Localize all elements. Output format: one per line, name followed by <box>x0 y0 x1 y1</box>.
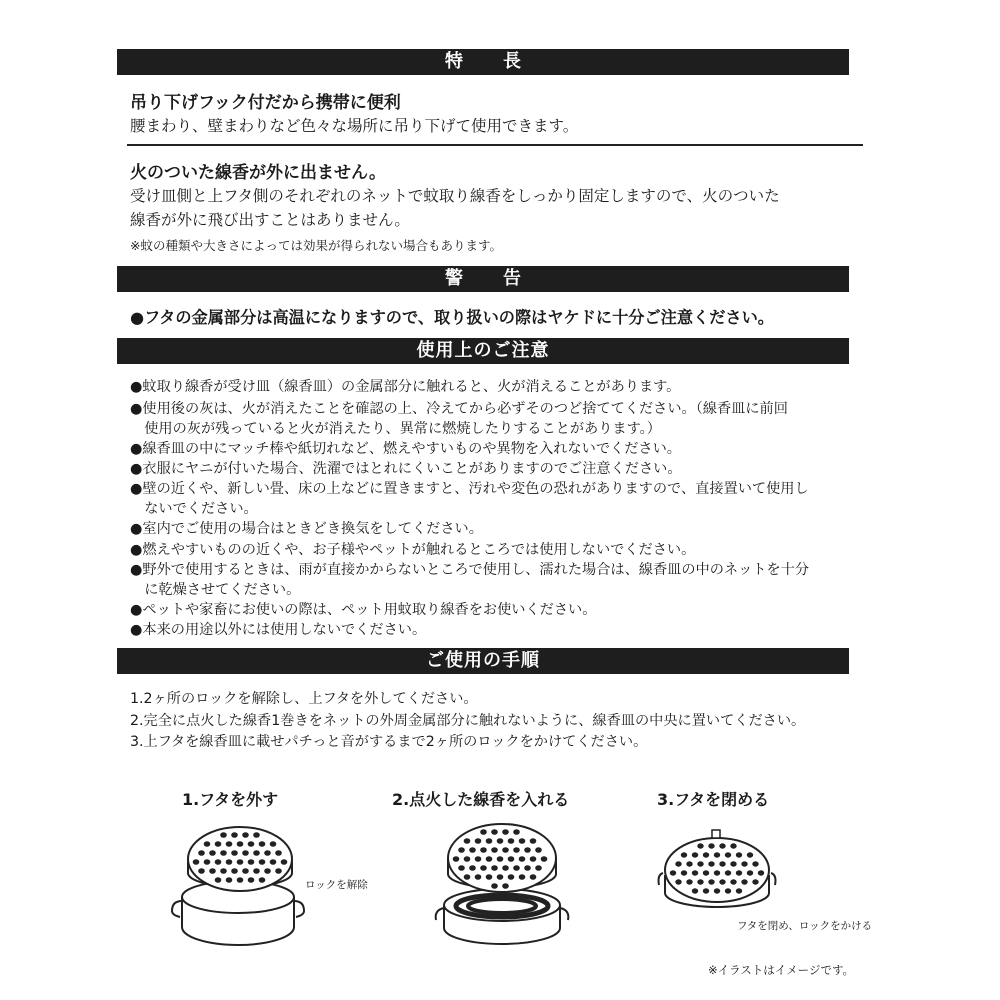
lid-hole <box>703 870 709 875</box>
lid-hole <box>692 852 698 857</box>
lid-hole <box>248 877 255 883</box>
lid-hole <box>725 870 731 875</box>
lid-hole <box>747 852 753 857</box>
lid-hole <box>670 870 676 875</box>
lid-hole <box>458 847 465 853</box>
lid-hole <box>692 870 698 875</box>
lid-hole <box>513 847 520 853</box>
lid-hole <box>231 832 238 838</box>
illustration-disclaimer: ※イラストはイメージです。 <box>708 963 855 977</box>
step-2-illustration <box>430 810 580 950</box>
lid-hole <box>513 865 520 871</box>
step-line: 2.完全に点火した線香1巻きをネットの外周金属部分に触れないように、線香皿の中央に置いてください。 <box>130 713 806 729</box>
lid-hole <box>464 856 471 862</box>
lid-hole <box>519 874 526 880</box>
lid-hole <box>675 861 681 866</box>
lid-hole <box>259 877 266 883</box>
lid-hole <box>248 859 255 865</box>
lid-hole <box>736 888 742 893</box>
lid-hole <box>535 847 542 853</box>
lid-hole <box>275 850 282 856</box>
caution-line: ●燃えやすいものの近くや、お子様やペットが触れるところでは使用しないでください。 <box>130 542 696 558</box>
lid-hole <box>703 852 709 857</box>
caution-line: ●室内でご使用の場合はときどき換気をしてください。 <box>130 521 483 537</box>
step-1-caption: 1.フタを外す <box>182 790 279 809</box>
lid-hole <box>475 874 482 880</box>
lid-hole <box>758 870 764 875</box>
lid-hole <box>464 838 471 844</box>
lid-hole <box>458 865 465 871</box>
lid-hole <box>703 888 709 893</box>
lid-hole <box>519 856 526 862</box>
lid-hole <box>275 868 282 874</box>
step-3-note: フタを閉め、ロックをかける <box>737 920 873 932</box>
caution-line: ●使用後の灰は、火が消えたことを確認の上、冷えてから必ずそのつど捨ててください。（線香皿に前回 <box>130 401 788 417</box>
lid-hole <box>508 874 515 880</box>
lid-hole <box>270 859 277 865</box>
caution-line: ●衣服にヤニが付いた場合、洗濯ではとれにくいことがありますのでご注意ください。 <box>130 461 682 477</box>
lid-hole <box>725 888 731 893</box>
lid-hole <box>747 870 753 875</box>
lid-hole <box>248 841 255 847</box>
lid-hole <box>264 868 271 874</box>
lid-hole <box>237 841 244 847</box>
lid-hole <box>259 841 266 847</box>
lid-hole <box>736 870 742 875</box>
warning-header: 警告 <box>117 266 849 292</box>
feature-2-note: ※蚊の種類や大きさによっては効果が得られない場合もあります。 <box>130 238 502 253</box>
lid-hole <box>502 883 509 889</box>
lid-hole <box>730 843 736 848</box>
lid-hole <box>697 879 703 884</box>
lid-hole <box>259 859 266 865</box>
feature-2-text-line-1: 受け皿側と上フタ側のそれぞれのネットで蚊取り線香をしっかり固定しますので、火のついた <box>130 187 780 205</box>
lid-hole <box>508 838 515 844</box>
caution-line: 使用の灰が残っていると火が消えたり、異常に燃焼したりすることがあります。） <box>130 421 661 437</box>
lid-hole <box>752 861 758 866</box>
lid-hole <box>453 856 460 862</box>
lid-hole <box>491 865 498 871</box>
lid-hole <box>264 850 271 856</box>
lid-hole <box>469 847 476 853</box>
lid-hole <box>502 829 509 835</box>
lid-hole <box>231 850 238 856</box>
lid-hole <box>530 874 537 880</box>
lid-hole <box>253 868 260 874</box>
lid-hole <box>491 829 498 835</box>
features-header: 特長 <box>117 49 849 75</box>
lid-hole <box>714 852 720 857</box>
warning-text: ●フタの金属部分は高温になりますので、取り扱いの際はヤケドに十分ご注意ください。 <box>130 308 774 327</box>
lid-hole <box>486 874 493 880</box>
lid-hole <box>475 856 482 862</box>
step-1-illustration <box>160 815 310 950</box>
caution-line: ●壁の近くや、新しい畳、床の上などに置きますと、汚れや変色の恐れがありますので、直接置いて使用し <box>130 481 809 497</box>
lid-hole <box>719 879 725 884</box>
lid-hole <box>464 874 471 880</box>
lid-hole <box>719 861 725 866</box>
lid-hole <box>469 865 476 871</box>
step-3-caption: 3.フタを閉める <box>657 790 770 809</box>
lid-hole <box>708 861 714 866</box>
lid-hole <box>681 852 687 857</box>
lid-hole <box>530 856 537 862</box>
step-2-caption: 2.点火した線香を入れる <box>392 790 570 809</box>
lid-hole <box>193 859 200 865</box>
steps-header: ご使用の手順 <box>117 648 849 674</box>
lid-hole <box>226 841 233 847</box>
lid-hole <box>697 861 703 866</box>
lid-hole <box>226 859 233 865</box>
lid-hole <box>530 838 537 844</box>
lid-hole <box>502 847 509 853</box>
caution-line: ●線香皿の中にマッチ棒や紙切れなど、燃えやすいものや異物を入れないでください。 <box>130 441 681 457</box>
lid-hole <box>524 865 531 871</box>
lid-hole <box>491 883 498 889</box>
lid-hole <box>752 879 758 884</box>
lid-hole <box>486 856 493 862</box>
lid-hole <box>508 856 515 862</box>
lid-hole <box>497 838 504 844</box>
lid-hole <box>198 868 205 874</box>
step-line: 3.上フタを線香皿に載せパチっと音がするまで2ヶ所のロックをかけてください。 <box>130 734 648 750</box>
feature-2-text-line-2: 線香が外に飛び出すことはありません。 <box>130 211 410 229</box>
lid-hole <box>204 859 211 865</box>
divider <box>127 144 863 146</box>
step-3-illustration <box>655 825 780 925</box>
lid-hole <box>513 829 520 835</box>
caution-line: ないでください。 <box>130 501 258 517</box>
lid-hole <box>725 852 731 857</box>
lid-hole <box>204 841 211 847</box>
lid-hole <box>714 870 720 875</box>
lid-hole <box>253 850 260 856</box>
feature-1-text: 腰まわり、壁まわりなど色々な場所に吊り下げて使用できます。 <box>130 117 579 135</box>
lid-hole <box>686 861 692 866</box>
lid-hole <box>502 865 509 871</box>
lid-hole <box>697 843 703 848</box>
lid-hole <box>209 850 216 856</box>
lid-hole <box>692 888 698 893</box>
lid-hole <box>686 879 692 884</box>
lid-hole <box>719 843 725 848</box>
feature-2-title: 火のついた線香が外に出ません。 <box>130 163 387 183</box>
lid-hole <box>480 829 487 835</box>
caution-line: ●蚊取り線香が受け皿（線香皿）の金属部分に触れると、火が消えることがあります。 <box>130 379 681 395</box>
caution-line: ●本来の用途以外には使用しないでください。 <box>130 622 427 638</box>
lid-hole <box>270 841 277 847</box>
lid-hole <box>242 832 249 838</box>
lid-hole <box>524 847 531 853</box>
lid-hole <box>226 877 233 883</box>
lid-hole <box>736 852 742 857</box>
lid-hole <box>486 838 493 844</box>
lid-hole <box>253 832 260 838</box>
lid-hole <box>209 868 216 874</box>
lid-hole <box>708 879 714 884</box>
lid-hole <box>675 879 681 884</box>
lid-hole <box>198 850 205 856</box>
lid-hole <box>475 838 482 844</box>
lid-hole <box>220 832 227 838</box>
lid-hole <box>741 879 747 884</box>
lid-hole <box>491 847 498 853</box>
lid-hole <box>730 879 736 884</box>
lid-hole <box>215 877 222 883</box>
cautions-header: 使用上のご注意 <box>117 338 849 364</box>
step-line: 1.2ヶ所のロックを解除し、上フタを外してください。 <box>130 691 478 707</box>
lid-hole <box>215 859 222 865</box>
lid-hole <box>730 861 736 866</box>
caution-line: に乾燥させてください。 <box>130 582 301 598</box>
lid-hole <box>741 861 747 866</box>
lid-hole <box>480 865 487 871</box>
lid-hole <box>220 850 227 856</box>
feature-1-title: 吊り下げフック付だから携帯に便利 <box>130 93 401 113</box>
lid-hole <box>220 868 227 874</box>
lid-hole <box>215 841 222 847</box>
lid-hole <box>714 888 720 893</box>
lid-hole <box>231 868 238 874</box>
lid-hole <box>708 843 714 848</box>
caution-line: ●野外で使用するときは、雨が直接かからないところで使用し、濡れた場合は、線香皿の中のネットを十分 <box>130 562 810 578</box>
lid-hole <box>480 847 487 853</box>
step-1-note: ロックを解除 <box>305 879 368 891</box>
lid-hole <box>535 865 542 871</box>
lid-hole <box>681 870 687 875</box>
lid-hole <box>281 859 288 865</box>
lid-hole <box>497 856 504 862</box>
lid-hole <box>497 874 504 880</box>
lid-hole <box>237 859 244 865</box>
lid-hole <box>519 838 526 844</box>
lid-hole <box>237 877 244 883</box>
caution-line: ●ペットや家畜にお使いの際は、ペット用蚊取り線香をお使いください。 <box>130 602 597 618</box>
lid-hole <box>242 850 249 856</box>
lid-hole <box>541 856 548 862</box>
lid-hole <box>242 868 249 874</box>
